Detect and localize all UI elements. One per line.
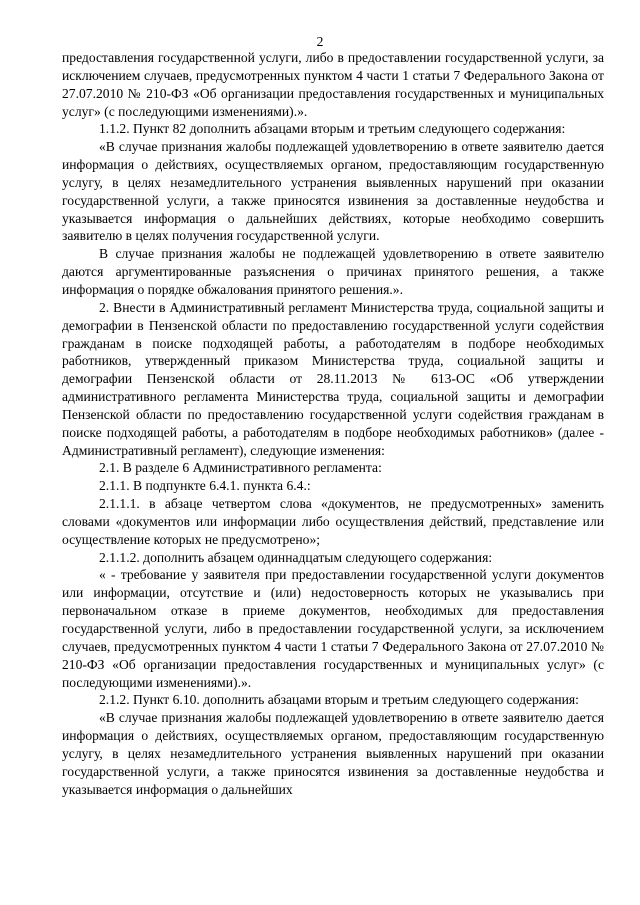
paragraph-item-2-1: 2.1. В разделе 6 Административного регламента: bbox=[99, 460, 382, 476]
paragraph-continuation: предоставления государственной услуги, либо в предоставлении государственной услуги, за исключением случаев, предусмотренных пунктом 4 части 1 статьи 7 Федерального Закона от 27.07.2010 № 210-ФЗ «Об организации предоставления государственных и муниципальных услуг» (с последующими изменениями).». bbox=[62, 50, 604, 119]
paragraph-quote-requirement: « - требование у заявителя при предоставлении государственной услуги документов или информации, отсутствие и (или) недостоверность которых не указывались при первоначальном отказе в приеме документов, необходимых для предоставления государственной услуги, либо в предоставлении государственной услуги, за исключением случаев, предусмотренных пунктом 4 части 1 статьи 7 Федерального Закона от 27.07.2010 № 210-ФЗ «Об организации предоставления государственных и муниципальных услуг» (с последующими изменениями).». bbox=[62, 567, 604, 690]
document-body bbox=[62, 49, 604, 798]
paragraph-item-2-1-1-1: 2.1.1.1. в абзаце четвертом слова «документов, не предусмотренных» заменить словами «документов или информации либо осуществления действий, представление или осуществление которых не предусмотрено»; bbox=[62, 496, 604, 547]
paragraph-quote-complaint-satisfied: «В случае признания жалобы подлежащей удовлетворению в ответе заявителю дается информация о действиях, осуществляемых органом, предоставляющим государственную услугу, в целях незамедлительного устранения выявленных нарушений при оказании государственной услуги, а также приносятся извинения за доставленные неудобства и указывается информация о дальнейших действиях, которые необходимо совершить заявителю в целях получения государственной услуги. bbox=[62, 139, 604, 244]
paragraph-item-2: 2. Внести в Административный регламент Министерства труда, социальной защиты и демографии в Пензенской области по предоставлению государственной услуги содействия гражданам в поиске подходящей работы, а работодателям в подборе необходимых работников, утвержденный приказом Министерства труда, социальной защиты и демографии Пензенской области от 28.11.2013 № 613-ОС «Об утверждении административного регламента Министерства труда, социальной защиты и демографии Пензенской области по предоставлению государственной услуги содействия гражданам в поиске подходящей работы, а работодателям в подборе необходимых работников» (далее - Административный регламент), следующие изменения: bbox=[62, 299, 604, 458]
paragraph-item-2-1-2: 2.1.2. Пункт 6.10. дополнить абзацами вторым и третьим следующего содержания: bbox=[99, 692, 579, 708]
paragraph-item-1-1-2: 1.1.2. Пункт 82 дополнить абзацами вторым и третьим следующего содержания: bbox=[99, 121, 566, 137]
paragraph-quote-complaint-rejected: В случае признания жалобы не подлежащей удовлетворению в ответе заявителю даются аргументированные разъяснения о причинах принятого решения, а также информация о порядке обжалования принятого решения.». bbox=[62, 246, 604, 297]
paragraph-item-2-1-1: 2.1.1. В подпункте 6.4.1. пункта 6.4.: bbox=[99, 478, 311, 494]
paragraph-quote-complaint-satisfied-2: «В случае признания жалобы подлежащей удовлетворению в ответе заявителю дается информация о действиях, осуществляемых органом, предоставляющим государственную услугу, в целях незамедлительного устранения выявленных нарушений при оказании государственной услуги, а также приносятся извинения за доставленные неудобства и указывается информация о дальнейших bbox=[62, 710, 604, 797]
paragraph-item-2-1-1-2: 2.1.1.2. дополнить абзацем одиннадцатым следующего содержания: bbox=[99, 549, 493, 565]
page-number: 2 bbox=[316, 34, 324, 49]
